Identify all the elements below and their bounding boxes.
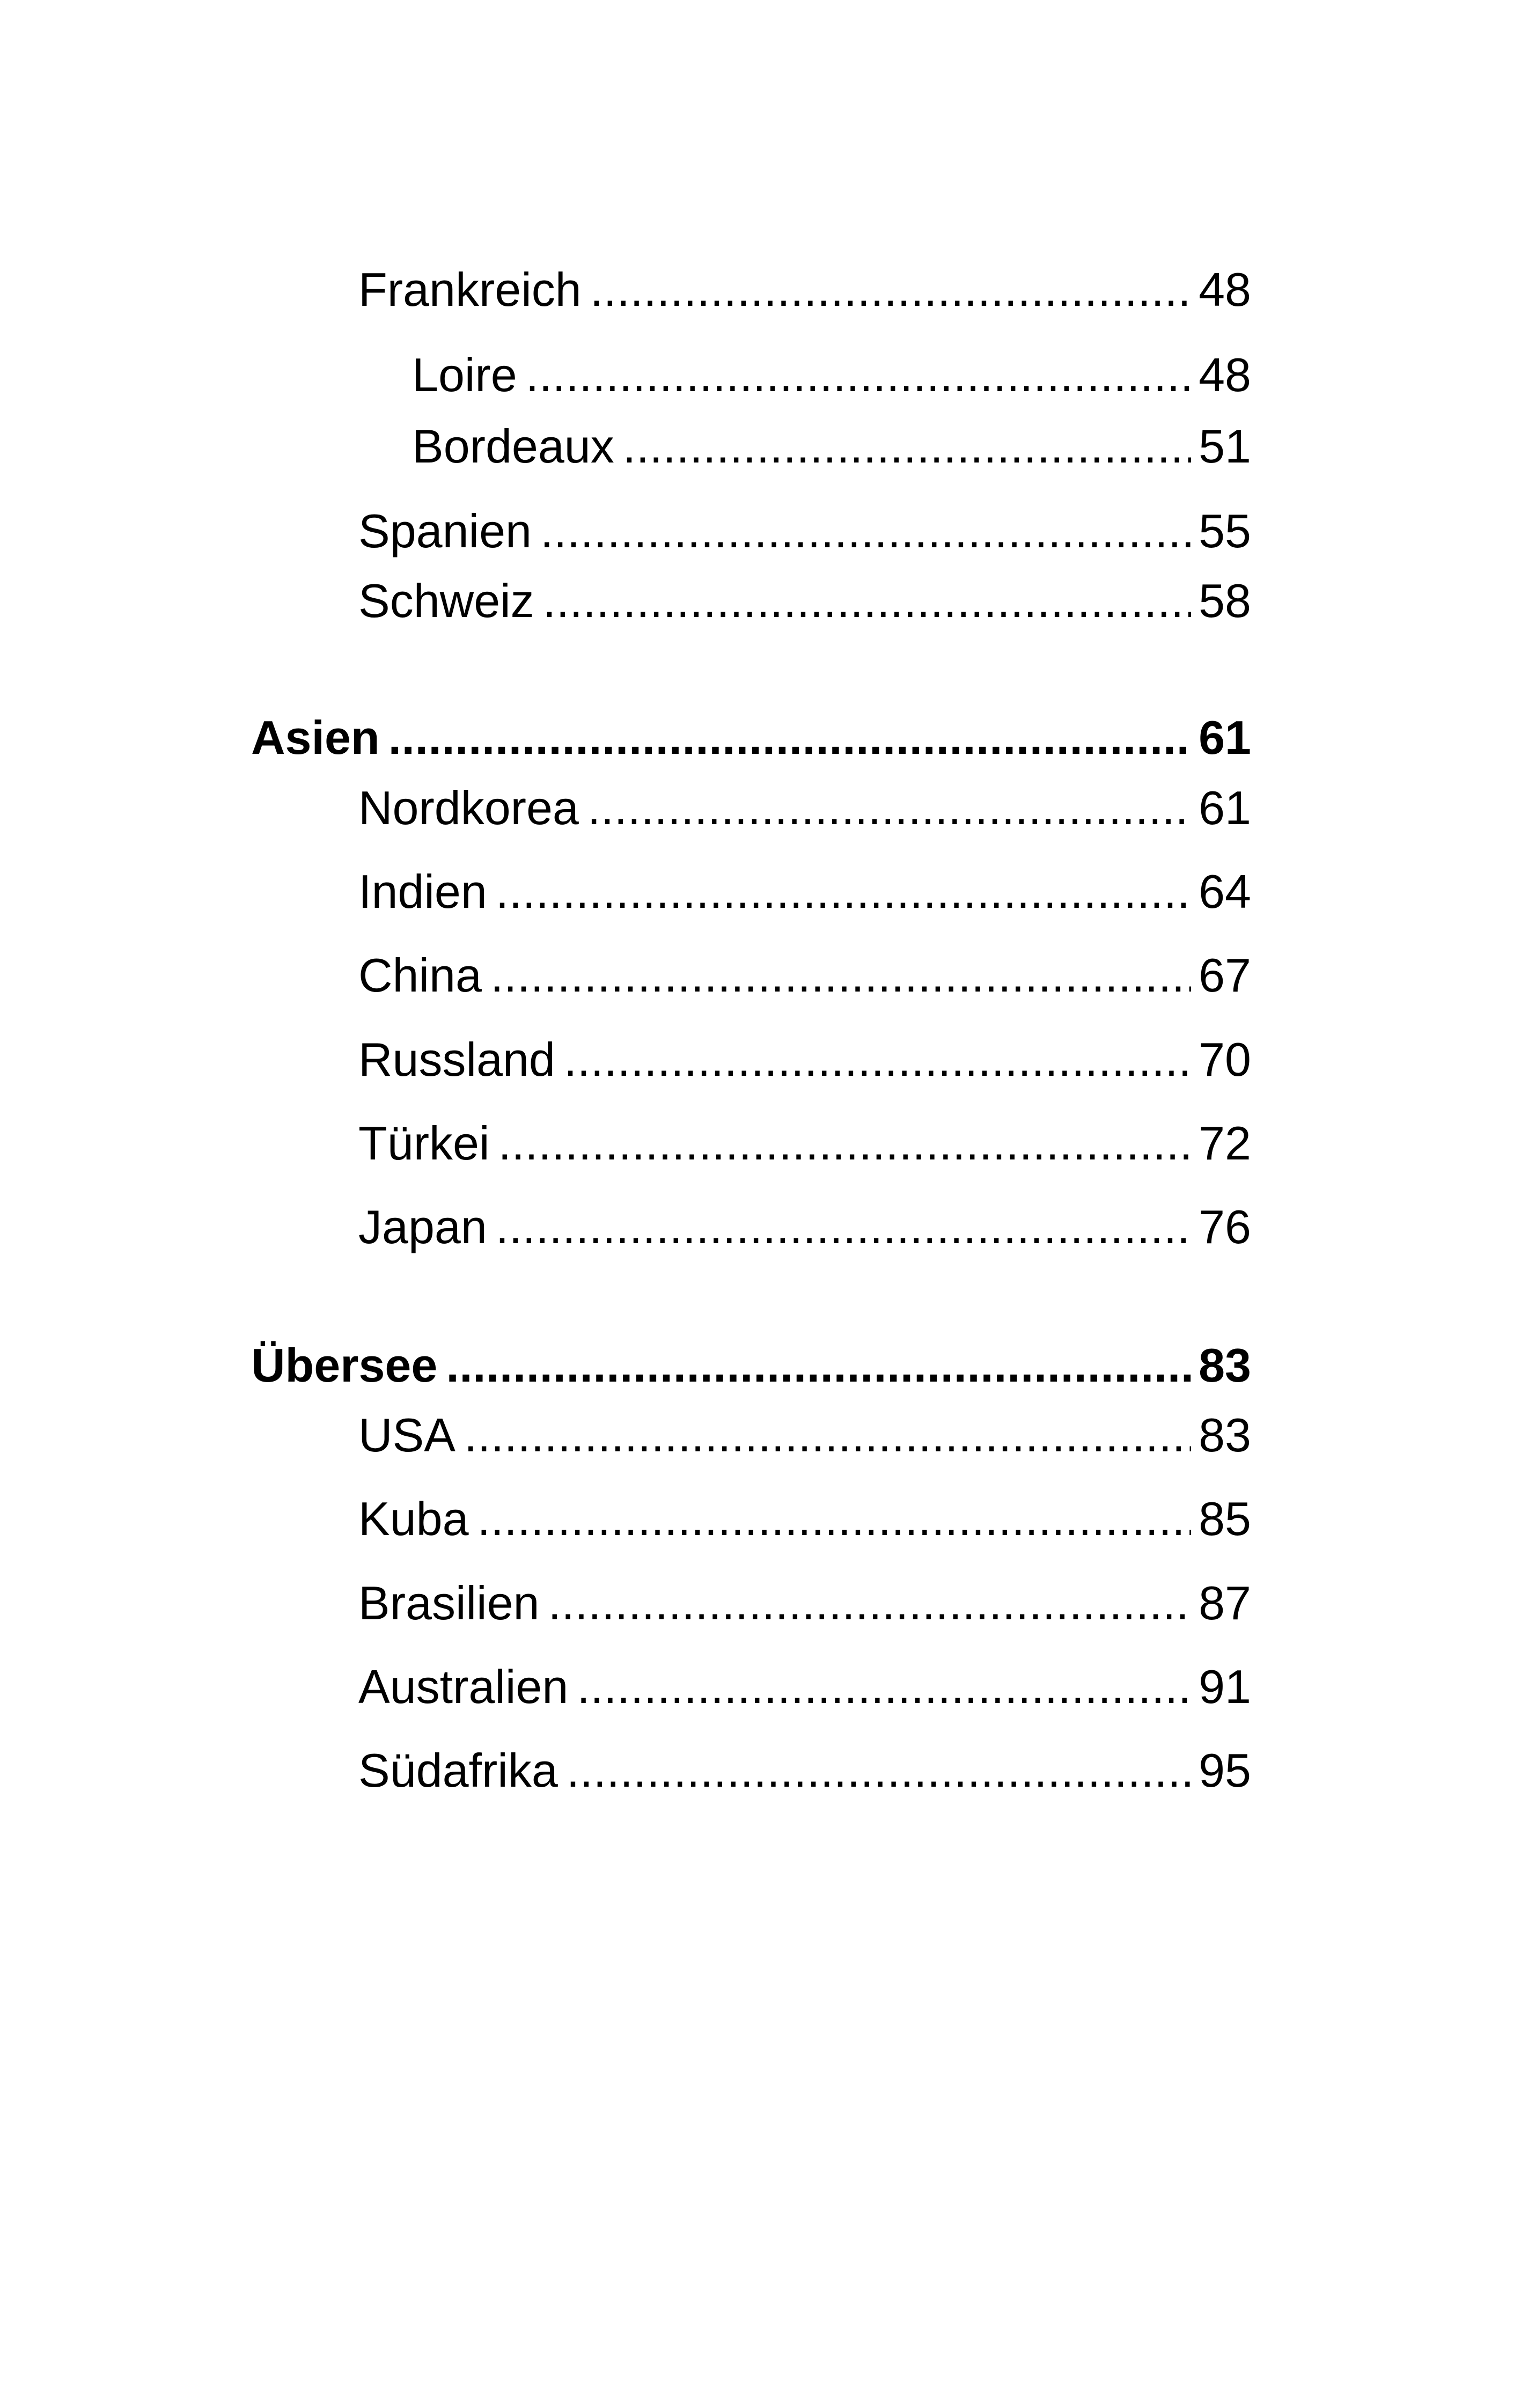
toc-entry-page: 76	[1199, 1200, 1251, 1253]
toc-section-asien[interactable]	[251, 708, 1251, 767]
toc-section-title: Übersee	[251, 1339, 438, 1392]
toc-entry-page: 83	[1199, 1408, 1251, 1462]
toc-entry-loire[interactable]	[412, 346, 1251, 405]
toc-entry-page: 64	[1199, 865, 1251, 918]
toc-entry-frankreich[interactable]	[358, 260, 1251, 319]
toc-entry-page: 48	[1199, 348, 1251, 401]
toc-entry-china[interactable]	[358, 946, 1251, 1005]
toc-entry-japan[interactable]	[358, 1198, 1251, 1257]
dot-leader	[564, 1030, 1191, 1089]
toc-entry-page: 95	[1199, 1744, 1251, 1797]
toc-entry-page: 72	[1199, 1117, 1251, 1170]
dot-leader	[526, 346, 1191, 405]
toc-entry-title: China	[358, 949, 482, 1002]
toc-entry-page: 85	[1199, 1492, 1251, 1545]
dot-leader	[498, 1114, 1192, 1173]
dot-leader	[477, 1489, 1192, 1548]
toc-entry-usa[interactable]	[358, 1406, 1251, 1465]
toc-entry-page: 70	[1199, 1033, 1251, 1086]
toc-entry-page: 55	[1199, 504, 1251, 557]
toc-entry-russland[interactable]	[358, 1030, 1251, 1089]
toc-entry-page: 91	[1199, 1660, 1251, 1713]
toc-entry-tuerkei[interactable]	[358, 1114, 1251, 1173]
toc-entry-title: Frankreich	[358, 263, 582, 316]
toc-entry-title: Japan	[358, 1200, 487, 1253]
toc-entry-title: Spanien	[358, 504, 532, 557]
dot-leader	[590, 260, 1191, 319]
toc-section-title: Asien	[251, 711, 380, 764]
toc-entry-page: 61	[1199, 781, 1251, 834]
toc-entry-title: Bordeaux	[412, 420, 614, 473]
toc-entry-title: Russland	[358, 1033, 555, 1086]
dot-leader	[490, 946, 1191, 1005]
toc-entry-title: Brasilien	[358, 1576, 540, 1629]
dot-leader	[446, 1336, 1191, 1395]
toc-section-uebersee[interactable]	[251, 1336, 1251, 1395]
dot-leader	[496, 862, 1191, 921]
toc-entry-bordeaux[interactable]	[412, 417, 1251, 476]
toc-entry-title: Türkei	[358, 1117, 490, 1170]
toc-entry-title: Südafrika	[358, 1744, 558, 1797]
dot-leader	[496, 1198, 1191, 1257]
toc-entry-title: Loire	[412, 348, 517, 401]
dot-leader	[388, 708, 1191, 767]
toc-entry-page: 87	[1199, 1576, 1251, 1629]
toc-entry-title: Kuba	[358, 1492, 469, 1545]
toc-entry-page: 48	[1199, 263, 1251, 316]
toc-entry-title: Nordkorea	[358, 781, 579, 834]
toc-section-page: 61	[1199, 711, 1251, 764]
toc-entry-title: Indien	[358, 865, 487, 918]
toc-entry-indien[interactable]	[358, 862, 1251, 921]
dot-leader	[577, 1657, 1191, 1716]
toc-entry-title: Australien	[358, 1660, 569, 1713]
dot-leader	[587, 779, 1191, 838]
dot-leader	[567, 1741, 1191, 1800]
toc-entry-nordkorea[interactable]	[358, 779, 1251, 838]
toc-entry-page: 58	[1199, 574, 1251, 627]
dot-leader	[543, 571, 1191, 630]
dot-leader	[623, 417, 1191, 476]
toc-entry-page: 51	[1199, 420, 1251, 473]
toc-section-page: 83	[1199, 1339, 1251, 1392]
toc-entry-title: USA	[358, 1408, 455, 1462]
dot-leader	[464, 1406, 1191, 1465]
toc-entry-title: Schweiz	[358, 574, 534, 627]
dot-leader	[548, 1574, 1191, 1633]
toc-entry-brasilien[interactable]	[358, 1574, 1251, 1633]
dot-leader	[540, 502, 1191, 561]
toc-entry-suedafrika[interactable]	[358, 1741, 1251, 1800]
toc-entry-schweiz[interactable]	[358, 571, 1251, 630]
toc-entry-kuba[interactable]	[358, 1489, 1251, 1548]
toc-entry-page: 67	[1199, 949, 1251, 1002]
toc-entry-australien[interactable]	[358, 1657, 1251, 1716]
toc-entry-spanien[interactable]	[358, 502, 1251, 561]
